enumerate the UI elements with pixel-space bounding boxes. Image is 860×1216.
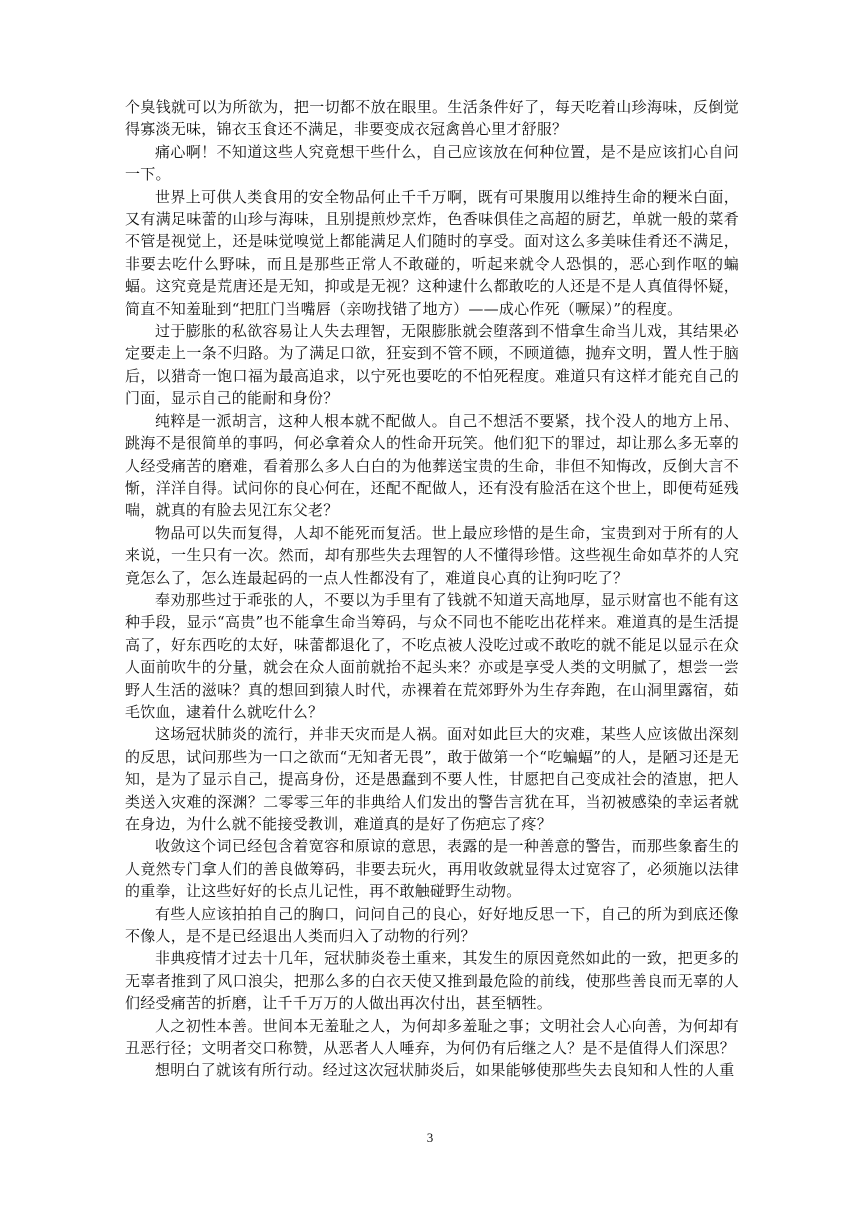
page-number: 3 xyxy=(426,1130,434,1145)
paragraph-7: 奉劝那些过于乖张的人，不要以为手里有了钱就不知道天高地厚，显示财富也不能有这种手段，显示“高贵”也不能拿生命当筹码，与众不同也不能吃出花样来。难道真的是生活提高了，好东西吃的太好，味蕾都退化了，不吃点被人没吃过或不敢吃的就不能足以显示在众人面前吹牛的分量，就会在众人面前就抬不起头来？亦或是享受人类的文明腻了，想尝一尝野人生活的滋味？真的想回到猿人时代，赤裸着在荒郊野外为生存奔跑，在山洞里露宿，茹毛饮血，逮着什么就吃什么？ xyxy=(125,590,739,721)
paragraph-8: 这场冠状肺炎的流行，并非天灾而是人祸。面对如此巨大的灾难，某些人应该做出深刻的反思，试问那些为一口之欲而“无知者无畏”，敢于做第一个“吃蝙蝠”的人，是陋习还是无知，是为了显示自己，提高身份，还是愚蠢到不要人性，甘愿把自己变成社会的渣崽，把人类送入灾难的深渊？二零零三年的非典给人们发出的警告言犹在耳，当初被感染的幸运者就在身边，为什么就不能接受教训，难道真的是好了伤疤忘了疼？ xyxy=(125,725,739,833)
paragraph-11: 非典疫情才过去十几年，冠状肺炎卷土重来，其发生的原因竟然如此的一致，把更多的无辜者推到了风口浪尖，把那么多的白衣天使又推到最危险的前线，使那些善良而无辜的人们经受痛苦的折磨，让千千万万的人做出再次付出，甚至牺牲。 xyxy=(125,949,739,1013)
paragraph-4: 过于膨胀的私欲容易让人失去理智，无限膨胀就会堕落到不惜拿生命当儿戏，其结果必定要走上一条不归路。为了满足口欲，狂妄到不管不顾，不顾道德，抛弃文明，置人性于脑后，以猎奇一饱口福为最高追求，以宁死也要吃的不怕死程度。难道只有这样才能充自己的门面，显示自己的能耐和身份？ xyxy=(125,322,739,408)
paragraph-13: 想明白了就该有所行动。经过这次冠状肺炎后，如果能够使那些失去良知和人性的人重 xyxy=(155,1061,735,1080)
paragraph-3: 世界上可供人类食用的安全物品何止千千万啊，既有可果腹用以维持生命的粳米白面，又有满足味蕾的山珍与海味，且别提煎炒烹炸，色香味俱佳之高超的厨艺，单就一般的菜肴不管是视觉上，还是味觉嗅觉上都能满足人们随时的享受。面对这么多美味佳肴还不满足，非要去吃什么野味，而且是那些正常人不敢碰的，听起来就令人恐惧的，恶心到作呕的蝙蝠。这究竟是荒唐还是无知，抑或是无视？这种逮什么都敢吃的人还是不是人真值得怀疑，简直不知羞耻到“把肛门当嘴唇（亲吻找错了地方）——成心作死（噘屎）”的程度。 xyxy=(125,187,739,318)
paragraph-5: 纯粹是一派胡言，这种人根本就不配做人。自己不想活不要紧，找个没人的地方上吊、跳海不是很简单的事吗，何必拿着众人的性命开玩笑。他们犯下的罪过，却让那么多无辜的人经受痛苦的磨难，看着那么多人白白的为他葬送宝贵的生命，非但不知悔改，反倒大言不惭，洋洋自得。试问你的良心何在，还配不配做人，还有没有脸活在这个世上，即便苟延残喘，就真的有脸去见江东父老？ xyxy=(125,411,739,520)
paragraph-2: 痛心啊！不知道这些人究竟想干些什么，自己应该放在何种位置，是不是应该扪心自问一下。 xyxy=(125,142,739,184)
paragraph-9: 收敛这个词已经包含着宽容和原谅的意思，表露的是一种善意的警告，而那些象畜生的人竟然专门拿人们的善良做筹码，非要去玩火，再用收敛就显得太过宽容了，必须施以法律的重拳，让这些好好的长点儿记性，再不敢触碰野生动物。 xyxy=(125,837,739,901)
paragraph-10: 有些人应该拍拍自己的胸口，问问自己的良心，好好地反思一下，自己的所为到底还像不像人，是不是已经退出人类而归入了动物的行列？ xyxy=(125,904,739,946)
paragraph-6: 物品可以失而复得，人却不能死而复活。世上最应珍惜的是生命，宝贵到对于所有的人来说，一生只有一次。然而，却有那些失去理智的人不懂得珍惜。这些视生命如草芥的人究竟怎么了，怎么连最起码的一点人性都没有了，难道良心真的让狗叼吃了？ xyxy=(125,523,739,587)
paragraph-12: 人之初性本善。世间本无羞耻之人，为何却多羞耻之事；文明社会人心向善，为何却有丑恶行径；文明者交口称赞，从恶者人人唾弃，为何仍有后继之人？是不是值得人们深思？ xyxy=(125,1016,739,1058)
document-body xyxy=(125,96,739,1082)
paragraph-1: 个臭钱就可以为所欲为，把一切都不放在眼里。生活条件好了，每天吃着山珍海味，反倒觉得寡淡无味，锦衣玉食还不满足，非要变成衣冠禽兽心里才舒服？ xyxy=(125,98,739,139)
